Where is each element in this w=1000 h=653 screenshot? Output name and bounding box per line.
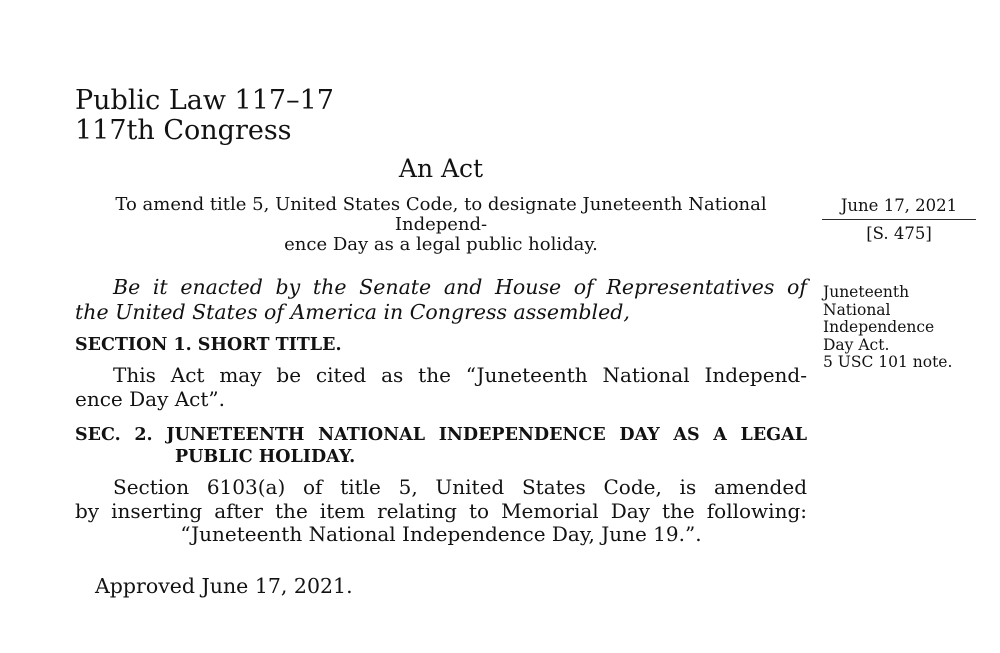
long-title-line-1: To amend title 5, United States Code, to designate Juneteenth National Independ- (115, 194, 767, 235)
margin-note-line-3: Independence (823, 318, 935, 336)
section-2-body-line-3: “Juneteenth National Independence Day, June 19.”. (180, 522, 702, 546)
congress-number: 117th Congress (75, 115, 292, 146)
section-1-body-line-2: ence Day Act”. (75, 386, 225, 411)
enacting-clause-line-2: the United States of America in Congress assembled, (75, 299, 630, 324)
enacting-clause (75, 275, 807, 324)
section-2-heading-line-1: SEC. 2. JUNETEENTH NATIONAL INDEPENDENCE DAY AS A LEGAL (75, 425, 807, 445)
margin-note-line-1: Juneteenth (823, 283, 910, 301)
section-1-body-line-1: This Act may be cited as the “Juneteenth National Independ- (113, 363, 807, 387)
section-1-body (75, 364, 807, 411)
section-1-heading: SECTION 1. SHORT TITLE. (75, 335, 342, 355)
section-2-heading (75, 424, 807, 468)
law-number: Public Law 117–17 (75, 85, 334, 116)
enacting-clause-line-1: Be it enacted by the Senate and House of Representatives of (113, 275, 807, 299)
sidebar-divider (822, 219, 976, 220)
main-text-column (75, 86, 807, 598)
approved-line: Approved June 17, 2021. (95, 573, 353, 598)
sidebar-date: June 17, 2021 (840, 196, 958, 215)
section-2-body (75, 476, 807, 547)
long-title (75, 195, 807, 255)
sidebar-margin-note (823, 284, 983, 372)
law-header (75, 86, 807, 146)
section-2-body-line-2: by inserting after the item relating to Memorial Day the following: (75, 498, 807, 523)
long-title-line-2: ence Day as a legal public holiday. (284, 234, 598, 255)
sidebar-bill-number: [S. 475] (866, 224, 932, 243)
act-heading: An Act (398, 154, 484, 183)
sidebar-date-block (822, 196, 976, 243)
margin-note-line-5: 5 USC 101 note. (823, 353, 953, 371)
section-2-heading-line-2: PUBLIC HOLIDAY. (175, 447, 356, 467)
margin-note-line-2: National (823, 300, 891, 319)
margin-note-line-4: Day Act. (823, 335, 890, 354)
section-2-body-line-1: Section 6103(a) of title 5, United States Code, is amended (113, 475, 807, 499)
